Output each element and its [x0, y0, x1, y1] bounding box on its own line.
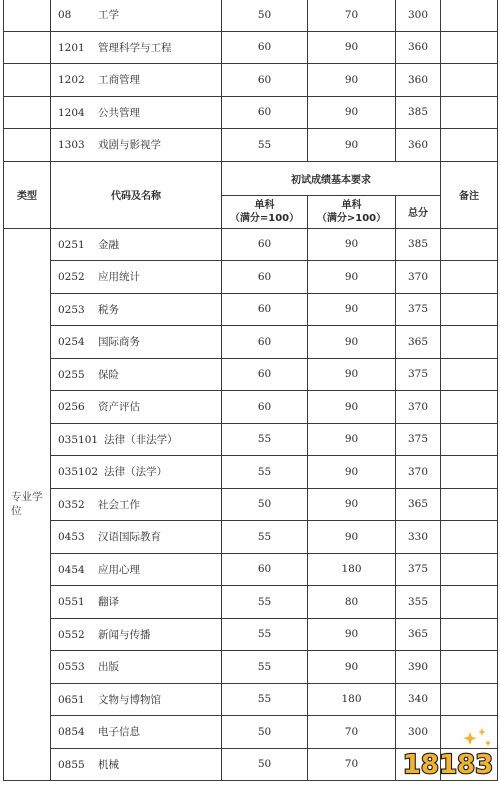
total-cell: 385 — [396, 96, 441, 129]
single-over-100-cell: 70 — [308, 716, 396, 749]
single-100-header — [222, 195, 308, 228]
code-name-cell — [51, 391, 222, 424]
subject-name: 新闻与传播 — [98, 628, 151, 641]
table-row — [4, 326, 498, 359]
note-cell — [441, 129, 498, 162]
subject-name: 出版 — [98, 661, 119, 674]
table-row — [4, 31, 498, 64]
code-name-cell — [51, 553, 222, 586]
total-cell: 370 — [396, 456, 441, 489]
subject-code: 0651 — [58, 693, 85, 706]
type-cell — [4, 31, 51, 64]
subject-name: 工学 — [98, 9, 119, 22]
subject-name: 管理科学与工程 — [98, 41, 172, 54]
note-cell — [441, 456, 498, 489]
total-cell: 375 — [396, 358, 441, 391]
single-over-100-cell: 90 — [308, 488, 396, 521]
single-100-cell: 60 — [222, 391, 308, 424]
note-cell — [441, 683, 498, 716]
note-cell — [441, 358, 498, 391]
total-cell: 340 — [396, 683, 441, 716]
table-row — [4, 488, 498, 521]
code-name-cell — [51, 0, 222, 31]
subject-code: 1204 — [58, 106, 85, 119]
table-row — [4, 0, 498, 31]
subject-name: 应用心理 — [98, 563, 140, 576]
single-100-cell: 50 — [222, 0, 308, 31]
subject-name: 社会工作 — [98, 498, 140, 511]
single-100-cell: 60 — [222, 358, 308, 391]
subject-name: 翻译 — [98, 596, 119, 609]
total-cell: 375 — [396, 553, 441, 586]
total-cell: 365 — [396, 618, 441, 651]
subject-code: 0253 — [58, 303, 85, 316]
type-header: 类型 — [4, 161, 51, 228]
subject-name: 公共管理 — [98, 106, 140, 119]
single-100-cell: 55 — [222, 651, 308, 684]
total-cell: 300 — [396, 0, 441, 31]
single-over-100-cell: 90 — [308, 358, 396, 391]
single-100-cell: 60 — [222, 293, 308, 326]
total-cell: 360 — [396, 129, 441, 162]
header-row-1 — [4, 161, 498, 195]
table-row — [4, 586, 498, 619]
subject-code: 1201 — [58, 41, 85, 54]
code-name-cell — [51, 64, 222, 97]
note-cell — [441, 326, 498, 359]
table-row — [4, 261, 498, 294]
single-over-100-cell: 90 — [308, 261, 396, 294]
note-cell — [441, 423, 498, 456]
subject-code: 0553 — [58, 661, 85, 674]
code-name-cell — [51, 586, 222, 619]
code-name-cell — [51, 488, 222, 521]
code-name-cell — [51, 326, 222, 359]
note-cell — [441, 293, 498, 326]
sparkle-logo-icon — [463, 728, 491, 746]
code-name-cell — [51, 456, 222, 489]
total-cell: 360 — [396, 31, 441, 64]
code-name-cell — [51, 261, 222, 294]
score-table — [3, 0, 498, 781]
subject-name: 工商管理 — [98, 74, 140, 87]
code-name-cell — [51, 358, 222, 391]
single-100-cell: 55 — [222, 456, 308, 489]
table-row — [4, 683, 498, 716]
total-cell: 365 — [396, 326, 441, 359]
total-cell: 375 — [396, 293, 441, 326]
code-name-cell — [51, 618, 222, 651]
total-cell: 355 — [396, 586, 441, 619]
single-over-100-line2: （满分>100） — [316, 212, 387, 224]
subject-name: 文物与博物馆 — [98, 693, 161, 706]
single-over-100-cell: 90 — [308, 618, 396, 651]
code-name-cell — [51, 521, 222, 554]
single-100-cell: 60 — [222, 96, 308, 129]
subject-code: 1303 — [58, 139, 85, 152]
single-over-100-cell: 90 — [308, 96, 396, 129]
single-over-100-cell: 80 — [308, 586, 396, 619]
subject-name: 法律（法学） — [104, 466, 168, 479]
subject-name: 戏剧与影视学 — [98, 139, 161, 152]
subject-name: 电子信息 — [98, 726, 140, 739]
single-100-cell: 55 — [222, 683, 308, 716]
note-cell — [441, 31, 498, 64]
total-cell: 370 — [396, 391, 441, 424]
total-header: 总分 — [396, 195, 441, 228]
table-row — [4, 651, 498, 684]
type-cell — [4, 96, 51, 129]
subject-code: 0251 — [58, 238, 85, 251]
subject-name: 法律（非法学） — [104, 433, 178, 446]
single-over-100-cell: 90 — [308, 456, 396, 489]
watermark-text: 18183 — [402, 750, 494, 780]
code-name-cell — [51, 31, 222, 64]
note-cell — [441, 96, 498, 129]
subject-name: 资产评估 — [98, 401, 140, 414]
single-over-100-cell: 90 — [308, 423, 396, 456]
code-name-cell — [51, 716, 222, 749]
single-100-cell: 60 — [222, 326, 308, 359]
subject-code: 035101 — [58, 433, 99, 446]
single-over-100-line1: 单科 — [341, 199, 362, 211]
code-name-cell — [51, 129, 222, 162]
note-cell — [441, 64, 498, 97]
single-100-cell: 55 — [222, 618, 308, 651]
single-100-cell: 50 — [222, 748, 308, 781]
total-cell: 390 — [396, 651, 441, 684]
single-over-100-cell: 180 — [308, 683, 396, 716]
note-cell — [441, 521, 498, 554]
subject-name: 国际商务 — [98, 336, 140, 349]
code-name-cell — [51, 293, 222, 326]
subject-code: 0254 — [58, 336, 85, 349]
subject-code: 0256 — [58, 401, 85, 414]
score-group-header: 初试成绩基本要求 — [222, 161, 441, 195]
note-cell — [441, 391, 498, 424]
single-over-100-cell: 70 — [308, 748, 396, 781]
subject-code: 1202 — [58, 74, 85, 87]
table-row — [4, 64, 498, 97]
note-cell — [441, 553, 498, 586]
single-100-cell: 55 — [222, 423, 308, 456]
single-over-100-cell: 90 — [308, 293, 396, 326]
single-100-line2: （满分=100） — [229, 212, 300, 224]
note-cell — [441, 586, 498, 619]
single-over-100-cell: 90 — [308, 521, 396, 554]
note-cell — [441, 488, 498, 521]
single-100-cell: 60 — [222, 31, 308, 64]
subject-code: 0854 — [58, 726, 85, 739]
total-cell: 360 — [396, 64, 441, 97]
type-cell — [4, 64, 51, 97]
single-over-100-cell: 90 — [308, 129, 396, 162]
table-row — [4, 228, 498, 261]
single-100-cell: 55 — [222, 129, 308, 162]
table-row — [4, 553, 498, 586]
single-over-100-header — [308, 195, 396, 228]
note-cell — [441, 0, 498, 31]
single-over-100-cell: 90 — [308, 64, 396, 97]
professional-section — [4, 228, 498, 781]
table-row — [4, 423, 498, 456]
single-100-cell: 50 — [222, 716, 308, 749]
subject-name: 应用统计 — [98, 271, 140, 284]
single-100-cell: 60 — [222, 553, 308, 586]
code-name-cell — [51, 96, 222, 129]
type-cell: 专业学位 — [4, 228, 51, 781]
note-cell — [441, 651, 498, 684]
single-100-cell: 55 — [222, 521, 308, 554]
subject-code: 0855 — [58, 758, 85, 771]
table-row — [4, 293, 498, 326]
subject-name: 金融 — [98, 238, 119, 251]
header-section — [4, 161, 498, 228]
watermark-logo — [400, 726, 496, 782]
subject-code: 0352 — [58, 498, 85, 511]
note-cell — [441, 261, 498, 294]
subject-code: 0252 — [58, 271, 85, 284]
subject-code: 08 — [58, 9, 72, 22]
code-name-cell — [51, 228, 222, 261]
total-cell: 300 — [396, 716, 441, 749]
note-cell — [441, 618, 498, 651]
single-over-100-cell: 90 — [308, 326, 396, 359]
single-100-cell: 60 — [222, 228, 308, 261]
subject-name: 保险 — [98, 368, 119, 381]
single-over-100-cell: 180 — [308, 553, 396, 586]
code-header: 代码及名称 — [51, 161, 222, 228]
code-name-cell — [51, 423, 222, 456]
table-row — [4, 358, 498, 391]
single-over-100-cell: 90 — [308, 228, 396, 261]
code-name-cell — [51, 683, 222, 716]
total-cell: 370 — [396, 261, 441, 294]
table-row — [4, 129, 498, 162]
top-section — [4, 0, 498, 161]
single-over-100-cell: 90 — [308, 651, 396, 684]
subject-name: 机械 — [98, 758, 119, 771]
single-100-cell: 60 — [222, 261, 308, 294]
subject-code: 0454 — [58, 563, 85, 576]
total-cell: 375 — [396, 423, 441, 456]
total-cell: 385 — [396, 228, 441, 261]
subject-name: 税务 — [98, 303, 119, 316]
note-header: 备注 — [441, 161, 498, 228]
table-row — [4, 456, 498, 489]
table-row — [4, 96, 498, 129]
subject-code: 0552 — [58, 628, 85, 641]
table-row — [4, 391, 498, 424]
single-100-line1: 单科 — [254, 199, 275, 211]
table-row — [4, 521, 498, 554]
single-over-100-cell: 90 — [308, 31, 396, 64]
total-cell: 330 — [396, 521, 441, 554]
subject-name: 汉语国际教育 — [98, 531, 161, 544]
code-name-cell — [51, 651, 222, 684]
single-over-100-cell: 90 — [308, 391, 396, 424]
subject-code: 0453 — [58, 531, 85, 544]
type-cell — [4, 129, 51, 162]
subject-code: 0551 — [58, 596, 85, 609]
single-100-cell: 60 — [222, 64, 308, 97]
table-row — [4, 618, 498, 651]
subject-code: 035102 — [58, 466, 99, 479]
code-name-cell — [51, 748, 222, 781]
subject-code: 0255 — [58, 368, 85, 381]
single-over-100-cell: 70 — [308, 0, 396, 31]
single-100-cell: 50 — [222, 488, 308, 521]
single-100-cell: 55 — [222, 586, 308, 619]
type-cell — [4, 0, 51, 31]
note-cell — [441, 228, 498, 261]
total-cell: 365 — [396, 488, 441, 521]
